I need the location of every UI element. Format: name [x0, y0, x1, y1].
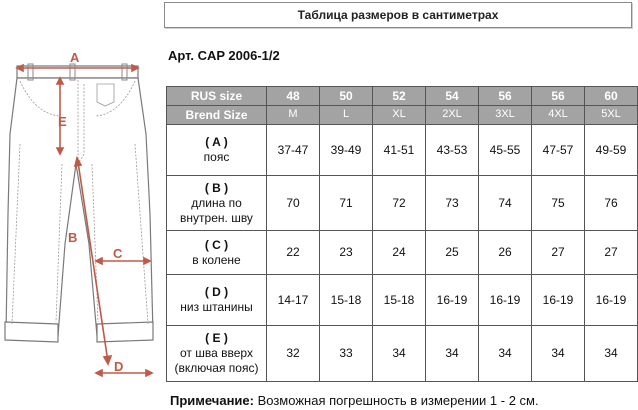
table-cell: 32 — [267, 326, 320, 382]
measure-text: внутрен. шву — [180, 210, 253, 225]
table-cell: 72 — [373, 176, 426, 231]
table-cell: 34 — [426, 326, 479, 382]
measure-letter: ( A ) — [205, 135, 228, 149]
table-cell: 16-19 — [532, 275, 585, 326]
table-cell: 41-51 — [373, 125, 426, 176]
table-cell: 71 — [320, 176, 373, 231]
measure-label-a — [167, 125, 267, 176]
table-cell: 34 — [479, 326, 532, 382]
measure-text: длина по — [191, 195, 242, 210]
note-text: Возможная погрешность в измерении 1 - 2 см. — [253, 393, 539, 408]
table-cell: 47-57 — [532, 125, 585, 176]
table-cell: 16-19 — [585, 275, 638, 326]
article-number: Арт. CAP 2006-1/2 — [168, 48, 280, 63]
table-cell: 74 — [479, 176, 532, 231]
table-row — [167, 176, 638, 231]
table-cell: 73 — [426, 176, 479, 231]
measure-letter: ( C ) — [204, 237, 229, 252]
brend-size-cell: 5XL — [585, 106, 638, 125]
table-cell: 15-18 — [320, 275, 373, 326]
brend-size-cell: M — [267, 106, 320, 125]
size-table — [166, 86, 638, 382]
brend-size-row — [167, 106, 638, 125]
rus-size-cell: 52 — [373, 87, 426, 106]
brend-size-cell: L — [320, 106, 373, 125]
rus-size-cell: 60 — [585, 87, 638, 106]
measure-label-c — [167, 231, 267, 275]
brend-size-cell: XL — [373, 106, 426, 125]
table-cell: 49-59 — [585, 125, 638, 176]
table-cell: 34 — [373, 326, 426, 382]
brend-size-header: Brend Size — [167, 106, 267, 125]
table-cell: 43-53 — [426, 125, 479, 176]
table-title: Таблица размеров в сантиметрах — [164, 2, 632, 28]
measurement-note — [170, 393, 539, 408]
rus-size-cell: 56 — [479, 87, 532, 106]
table-cell: 75 — [532, 176, 585, 231]
measure-text: (включая пояс) — [174, 361, 259, 375]
rus-size-cell: 54 — [426, 87, 479, 106]
table-cell: 15-18 — [373, 275, 426, 326]
table-cell: 70 — [267, 176, 320, 231]
table-cell: 34 — [585, 326, 638, 382]
table-cell: 25 — [426, 231, 479, 275]
brend-size-cell: 3XL — [479, 106, 532, 125]
measure-text: низ штанины — [180, 300, 253, 314]
table-cell: 26 — [479, 231, 532, 275]
table-cell: 23 — [320, 231, 373, 275]
label-e: E — [58, 114, 67, 129]
label-b: B — [68, 230, 78, 245]
measure-label-e — [167, 326, 267, 382]
table-cell: 16-19 — [426, 275, 479, 326]
table-row — [167, 125, 638, 176]
table-cell: 16-19 — [479, 275, 532, 326]
note-label: Примечание: — [170, 393, 254, 408]
rus-size-header: RUS size — [167, 87, 267, 106]
brend-size-cell: 4XL — [532, 106, 585, 125]
table-cell: 76 — [585, 176, 638, 231]
table-cell: 45-55 — [479, 125, 532, 176]
measure-text: пояс — [203, 150, 230, 164]
measure-letter: ( B ) — [204, 180, 229, 195]
label-a: A — [70, 50, 80, 65]
rus-size-cell: 50 — [320, 87, 373, 106]
measure-label-b — [167, 176, 267, 231]
pants-diagram — [0, 44, 160, 394]
label-d: D — [114, 359, 124, 374]
measure-label-d — [167, 275, 267, 326]
label-c: C — [113, 246, 123, 261]
measure-text: от шва вверх — [180, 346, 253, 360]
table-cell: 22 — [267, 231, 320, 275]
rus-size-cell: 56 — [532, 87, 585, 106]
table-cell: 39-49 — [320, 125, 373, 176]
table-cell: 27 — [532, 231, 585, 275]
table-cell: 27 — [585, 231, 638, 275]
table-cell: 33 — [320, 326, 373, 382]
table-cell: 24 — [373, 231, 426, 275]
table-row — [167, 326, 638, 382]
brend-size-cell: 2XL — [426, 106, 479, 125]
table-row — [167, 231, 638, 275]
measure-text: в колене — [192, 252, 241, 267]
table-cell: 37-47 — [267, 125, 320, 176]
table-cell: 14-17 — [267, 275, 320, 326]
rus-size-cell: 48 — [267, 87, 320, 106]
measure-letter: ( E ) — [205, 331, 228, 345]
measure-letter: ( D ) — [204, 285, 229, 299]
rus-size-row — [167, 87, 638, 106]
table-cell: 34 — [532, 326, 585, 382]
table-row — [167, 275, 638, 326]
